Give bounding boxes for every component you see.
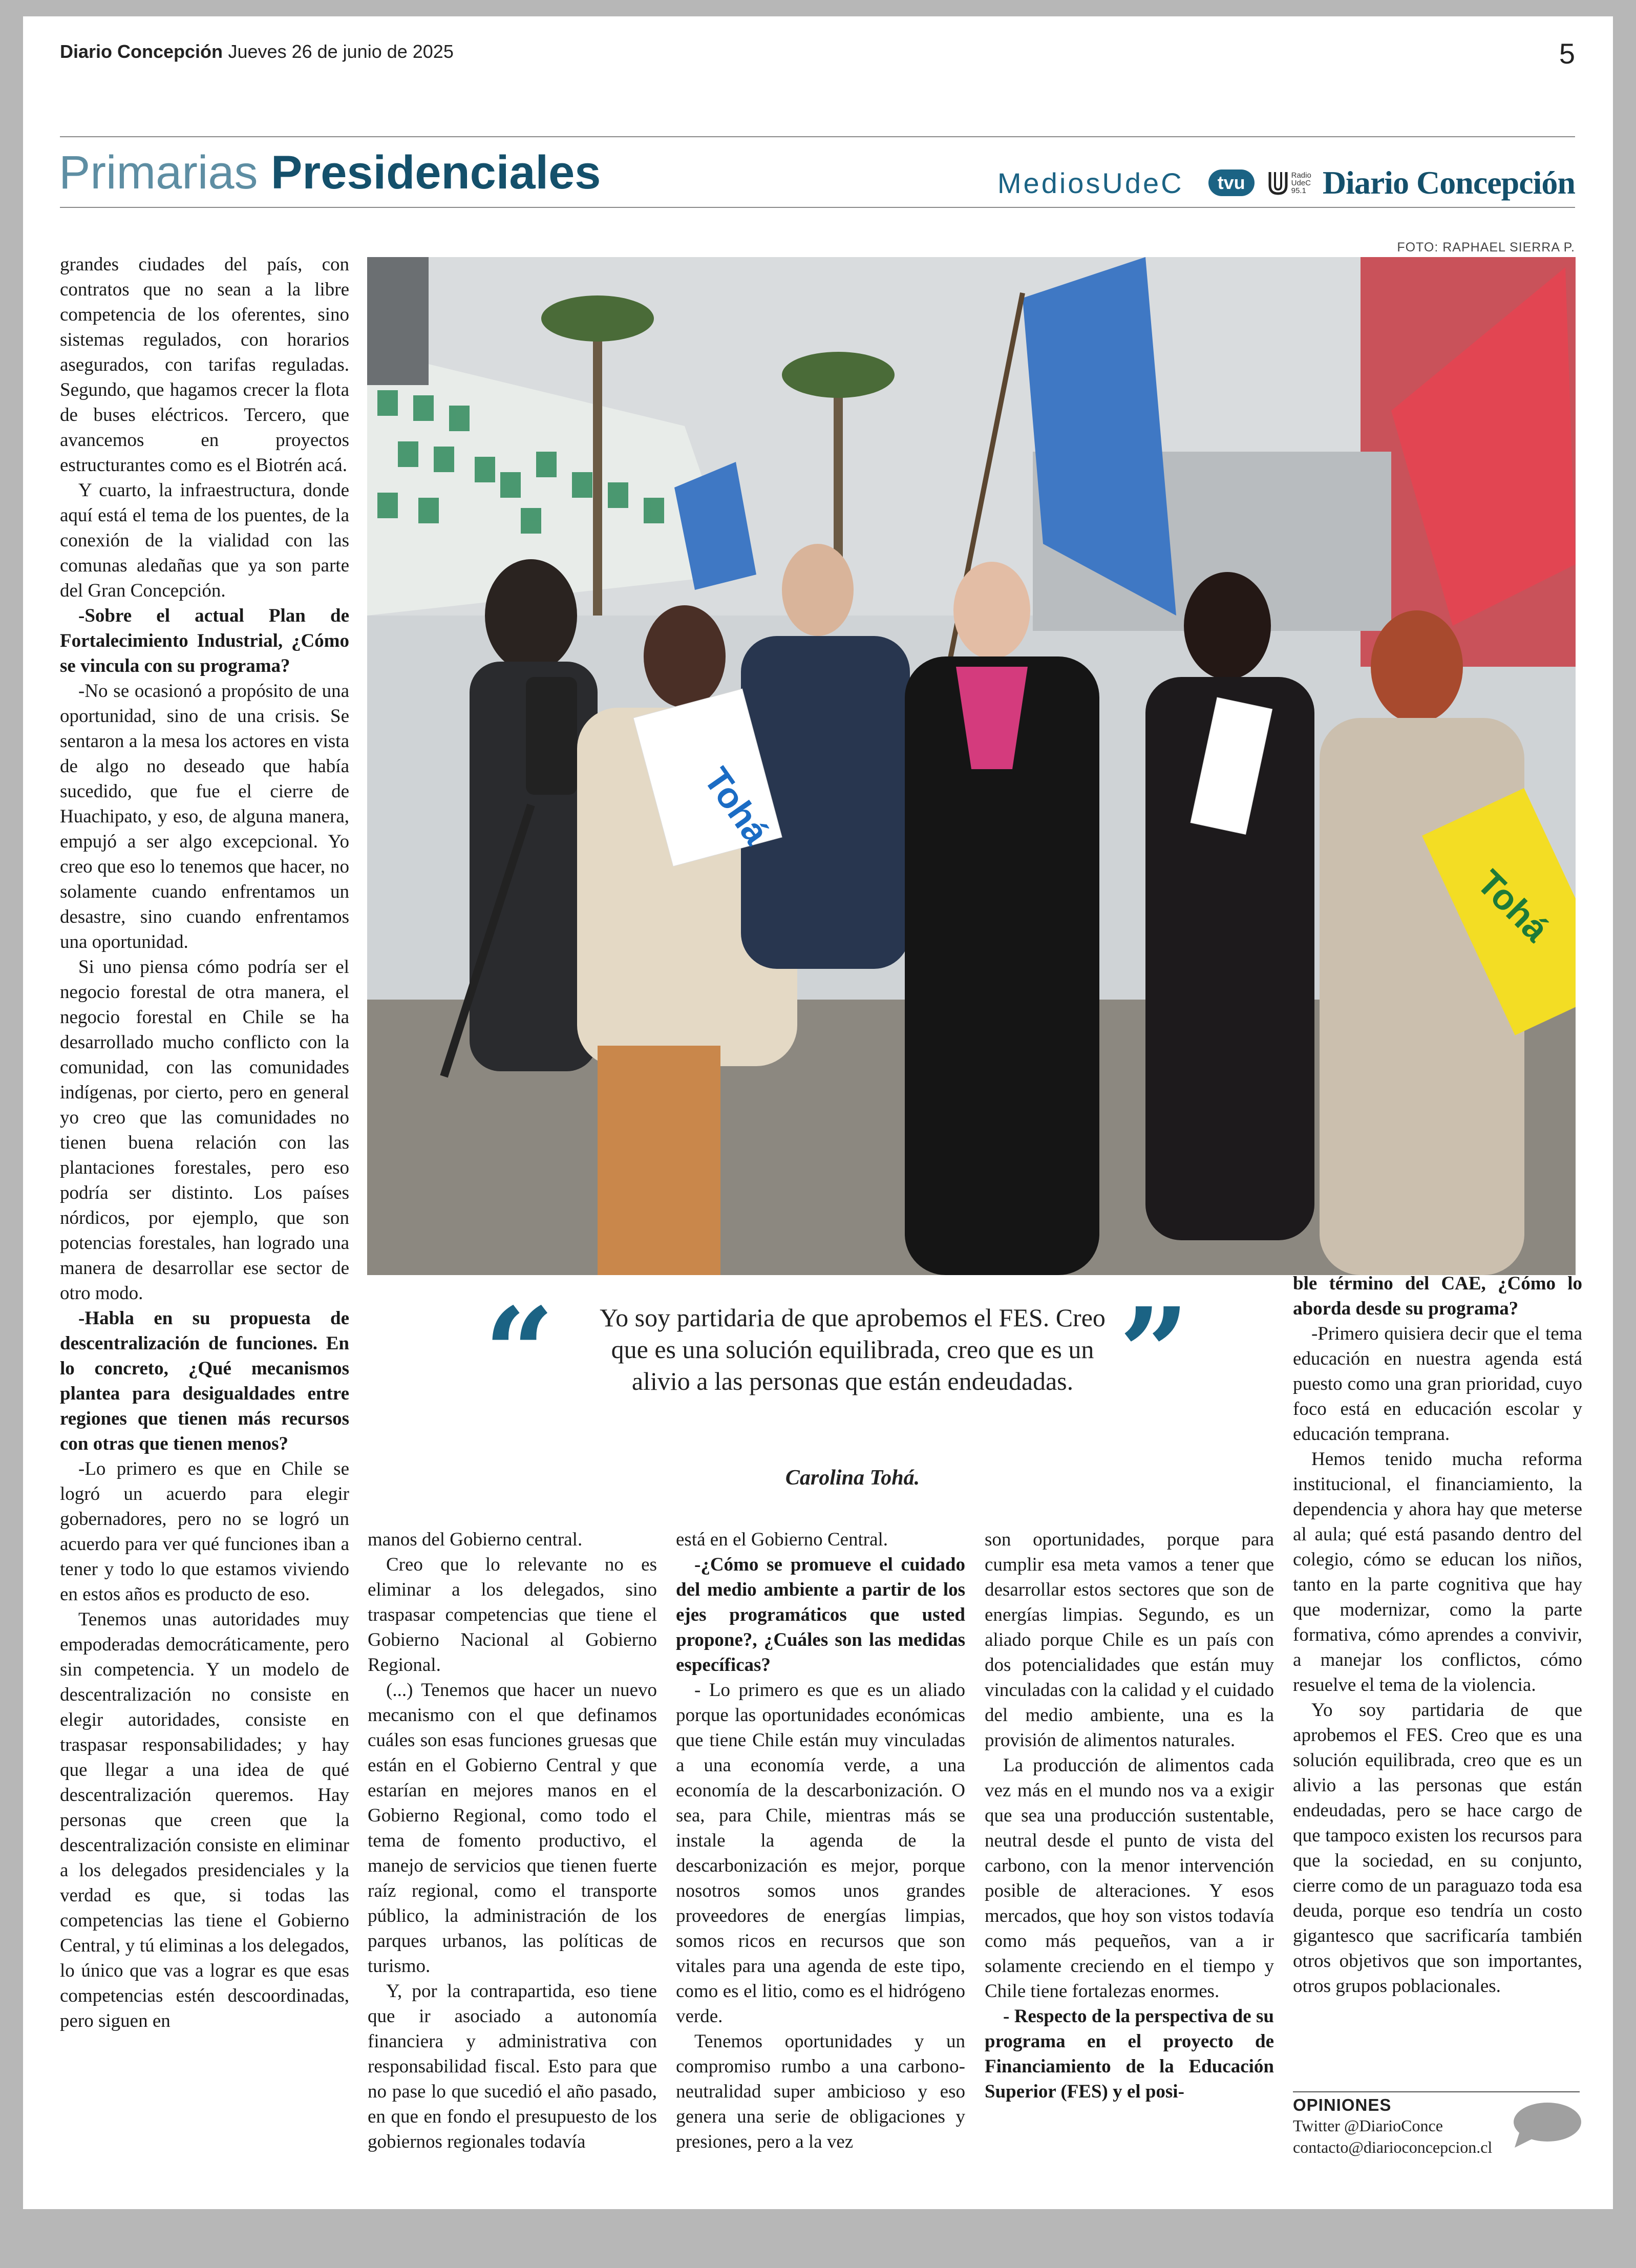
masthead-name: Diario Concepción <box>60 41 223 62</box>
page-number: 5 <box>1559 37 1575 70</box>
col1-para-3: -No se ocasionó a propósito de una oportunidad, sino de una crisis. Se sentaron a la mesa los actores en vista de algo no deseado que había sucedido, que fue el cierre de Huachipato, y eso, de alguna manera, empujó a ser algo excepcional. Yo creo que eso lo tenemos que hacer, no solamente cuando enfrentamos un desastre, sino cuando enfrentamos una oportunidad. <box>60 681 349 952</box>
rally-photo <box>367 257 1576 1275</box>
col5-para-1: -Primero quisiera decir que el tema educación en nuestra agenda está puesto como una gran prioridad, cuyo foco está en educación escolar y educación temprana. <box>1293 1323 1582 1445</box>
pull-quote-text: Yo soy partidaria de que aprobemos el FES. Creo que es una solución equilibrada, creo que es un alivio a las personas que están endeudadas. <box>600 1303 1106 1395</box>
radio-udec-icon <box>1268 170 1288 196</box>
flag-toha-text: Tohá <box>696 760 777 852</box>
section-title-light: Primarias <box>59 146 258 199</box>
medios-udec-logo: MediosUdeC <box>997 166 1184 199</box>
col4-para-1: La producción de alimentos cada vez más en el mundo nos va a exigir que sea una producción sustentable, neutral desde el punto de vista del carbono, con la menor intervención posible de alteraciones. Y esos mercados, que hoy son vistos todavía como más pequeños, van a ir solamente creciendo en el tiempo y Chile tiene fortalezas enormes. <box>985 1755 1274 2002</box>
col1-para-7: Tenemos unas autoridades muy empoderadas democráticamente, pero sin competencia. Y un modelo de descentralización no consiste en elegir autoridades, consiste en traspasar responsabilidades; y hay que llegar a una idea de qué descentralización queremos. Hay personas que creen que la descentralización consiste en eliminar a los delegados presidenciales y la verdad es que, si todas las competencias las tiene el Gobierno Central, y tú eliminas a los delegados, lo único que vas a lograr es que esas competencias estén descoordinadas, pero siguen en <box>60 1609 349 2031</box>
header-rule <box>60 136 1575 137</box>
masthead-line <box>60 37 1575 72</box>
col5-para-2: Hemos tenido mucha reforma institucional, el financiamiento, la dependencia y ahora hay que meterse al aula; qué está pasando dentro del colegio, cómo se educan los niños, tanto en la parte cognitiva que hay que modernizar, como la parte formativa, cómo aprendes a convivir, a manejar los conflictos, cómo resuelve el tema de la violencia. <box>1293 1449 1582 1695</box>
col3-question: -¿Cómo se promueve el cuidado del medio ambiente a partir de los ejes programáticos que usted propone?, ¿Cuáles son las medidas específicas? <box>676 1554 965 1676</box>
col2-para-1: Creo que lo relevante no es eliminar a los delegados, sino traspasar competencias que tiene el Gobierno Nacional al Gobierno Regional. <box>368 1554 657 1676</box>
newspaper-page <box>23 16 1613 2209</box>
opiniones-title: OPINIONES <box>1293 2095 1392 2114</box>
opiniones-rule <box>1293 2091 1580 2092</box>
col1-para-4: Si uno piensa cómo podría ser el negocio forestal de otra manera, el negocio forestal en Chile se ha desarrollado mucho conflicto con la comunidad, con las comunidades indígenas, por cierto, pero en general yo creo que las comunidades no tienen buena relación con las plantaciones forestales, pero eso podría ser distinto. Los países nórdicos, por ejemplo, que son potencias forestales, han logrado una manera de desarrollar ese sector de otro modo. <box>60 957 349 1304</box>
brand-strip <box>997 162 1575 203</box>
col5-question-cont: ble término del CAE, ¿Cómo lo aborda desde su programa? <box>1293 1273 1582 1319</box>
col4-question: - Respecto de la perspectiva de su programa en el proyecto de Financiamiento de la Educación Superior (FES) y el posi- <box>985 2006 1274 2102</box>
article-column-2 <box>368 1527 657 2193</box>
section-title <box>59 144 601 201</box>
diario-concepcion-logo: Diario Concepción <box>1322 164 1575 201</box>
col1-para-0: grandes ciudades del país, con contratos que no sean a la libre competencia de los oferentes, sino sistemas regulados, con horarios asegurados, con tarifas reguladas. Segundo, que hagamos crecer la flota de buses eléctricos. Tercero, que avancemos en proyectos estructurantes como es el Biotrén acá. <box>60 254 349 476</box>
flag-yellow-text: Tohá <box>1470 862 1557 949</box>
article-column-4 <box>985 1527 1274 2193</box>
section-rule <box>60 207 1575 208</box>
col1-question-2: -Habla en su propuesta de descentralización de funciones. En lo concreto, ¿Qué mecanismos plantea para desigualdades entre regiones que tienen más recursos con otras que tienen menos? <box>60 1308 349 1454</box>
article-column-5 <box>1293 1271 1582 2080</box>
pull-quote-author: Carolina Tohá. <box>785 1466 920 1490</box>
opiniones-twitter[interactable]: Twitter @DiarioConce <box>1293 2116 1443 2135</box>
article-column-3 <box>676 1527 965 2193</box>
close-quote-mark: ” <box>1119 1281 1190 1425</box>
opiniones-email[interactable]: contacto@diarioconcepcion.cl <box>1293 2138 1493 2156</box>
col2-para-3: Y, por la contrapartida, eso tiene que ir asociado a autonomía financiera y administrativa con responsabilidad fiscal. Esto para que no pase lo que sucedió el año pasado, en que en fondo el presupuesto de los gobiernos regionales todavía <box>368 1981 657 2152</box>
col3-para-0: está en el Gobierno Central. <box>676 1529 888 1550</box>
col3-para-3: Tenemos oportunidades y un compromiso rumbo a una carbono-neutralidad super ambicioso y eso genera una serie de obligaciones y presiones, pero a la vez <box>676 2031 965 2152</box>
radio-line-2: UdeC <box>1291 178 1311 187</box>
col5-para-3: Yo soy partidaria de que aprobemos el FES. Creo que es una solución equilibrada, creo que es un alivio a las personas que están endeudadas, pero se hace cargo de que tampoco existen los recursos para que la sociedad, en su conjunto, cierre como de un paraguazo toda esa deuda, porque eso tendría un costo gigantesco que sacrificaría también otros objetivos que son importantes, otros grupos poblacionales. <box>1293 1700 1582 1997</box>
col2-para-0: manos del Gobierno central. <box>368 1529 583 1550</box>
col1-para-6: -Lo primero es que en Chile se logró un acuerdo para elegir gobernadores, pero no se logró un acuerdo para ver qué funciones iban a tener y todo lo que estamos viviendo en estos años es producto de eso. <box>60 1458 349 1605</box>
radio-line-3: 95.1 <box>1291 186 1306 195</box>
radio-udec-logo <box>1268 170 1311 196</box>
tvu-logo: tvu <box>1208 169 1255 196</box>
speech-bubble-icon <box>1511 2101 1582 2149</box>
col1-para-1: Y cuarto, la infraestructura, donde aquí está el tema de los puentes, de la conexión de la vialidad con las comunas aledañas que ya son parte del Gran Concepción. <box>60 480 349 601</box>
col1-question-1: -Sobre el actual Plan de Fortalecimiento Industrial, ¿Cómo se vincula con su programa? <box>60 605 349 676</box>
masthead-date: Jueves 26 de junio de 2025 <box>228 41 454 62</box>
article-column-1 <box>60 252 349 2193</box>
section-title-bold: Presidenciales <box>271 146 601 199</box>
radio-line-1: Radio <box>1291 171 1311 180</box>
rally-photo-illustration <box>367 257 1576 1275</box>
col3-para-2: - Lo primero es que es un aliado porque las oportunidades económicas que tiene Chile están muy vinculadas a una economía verde, a una economía de la descarbonización. O sea, para Chile, mientras más se instale la agenda de la descarbonización es mejor, porque nosotros somos unos grandes proveedores de energías limpias, somos ricos en recursos que son vitales para una agenda de este tipo, como es el litio, como es el hidrógeno verde. <box>676 1680 965 2027</box>
col2-para-2: (...) Tenemos que hacer un nuevo mecanismo con el que definamos cuáles son esas funciones gruesas que están en el Gobierno Central y que estarían en mejores manos en el Gobierno Regional, como todo el tema de fomento productivo, el manejo de servicios que tienen fuerte raíz regional, como el transporte público, la administración de los parques urbanos, las políticas de turismo. <box>368 1680 657 1977</box>
photo-credit: FOTO: RAPHAEL SIERRA P. <box>1397 240 1575 255</box>
col4-para-0: son oportunidades, porque para cumplir esa meta vamos a tener que desarrollar estos sectores que son de energías limpias. Segundo, es un aliado porque Chile es un país con dos potencialidades que están muy vinculadas con la calidad y el cuidado del medio ambiente, una es la provisión de alimentos naturales. <box>985 1529 1274 1751</box>
pull-quote <box>484 1271 1221 1512</box>
open-quote-mark: “ <box>484 1281 555 1425</box>
